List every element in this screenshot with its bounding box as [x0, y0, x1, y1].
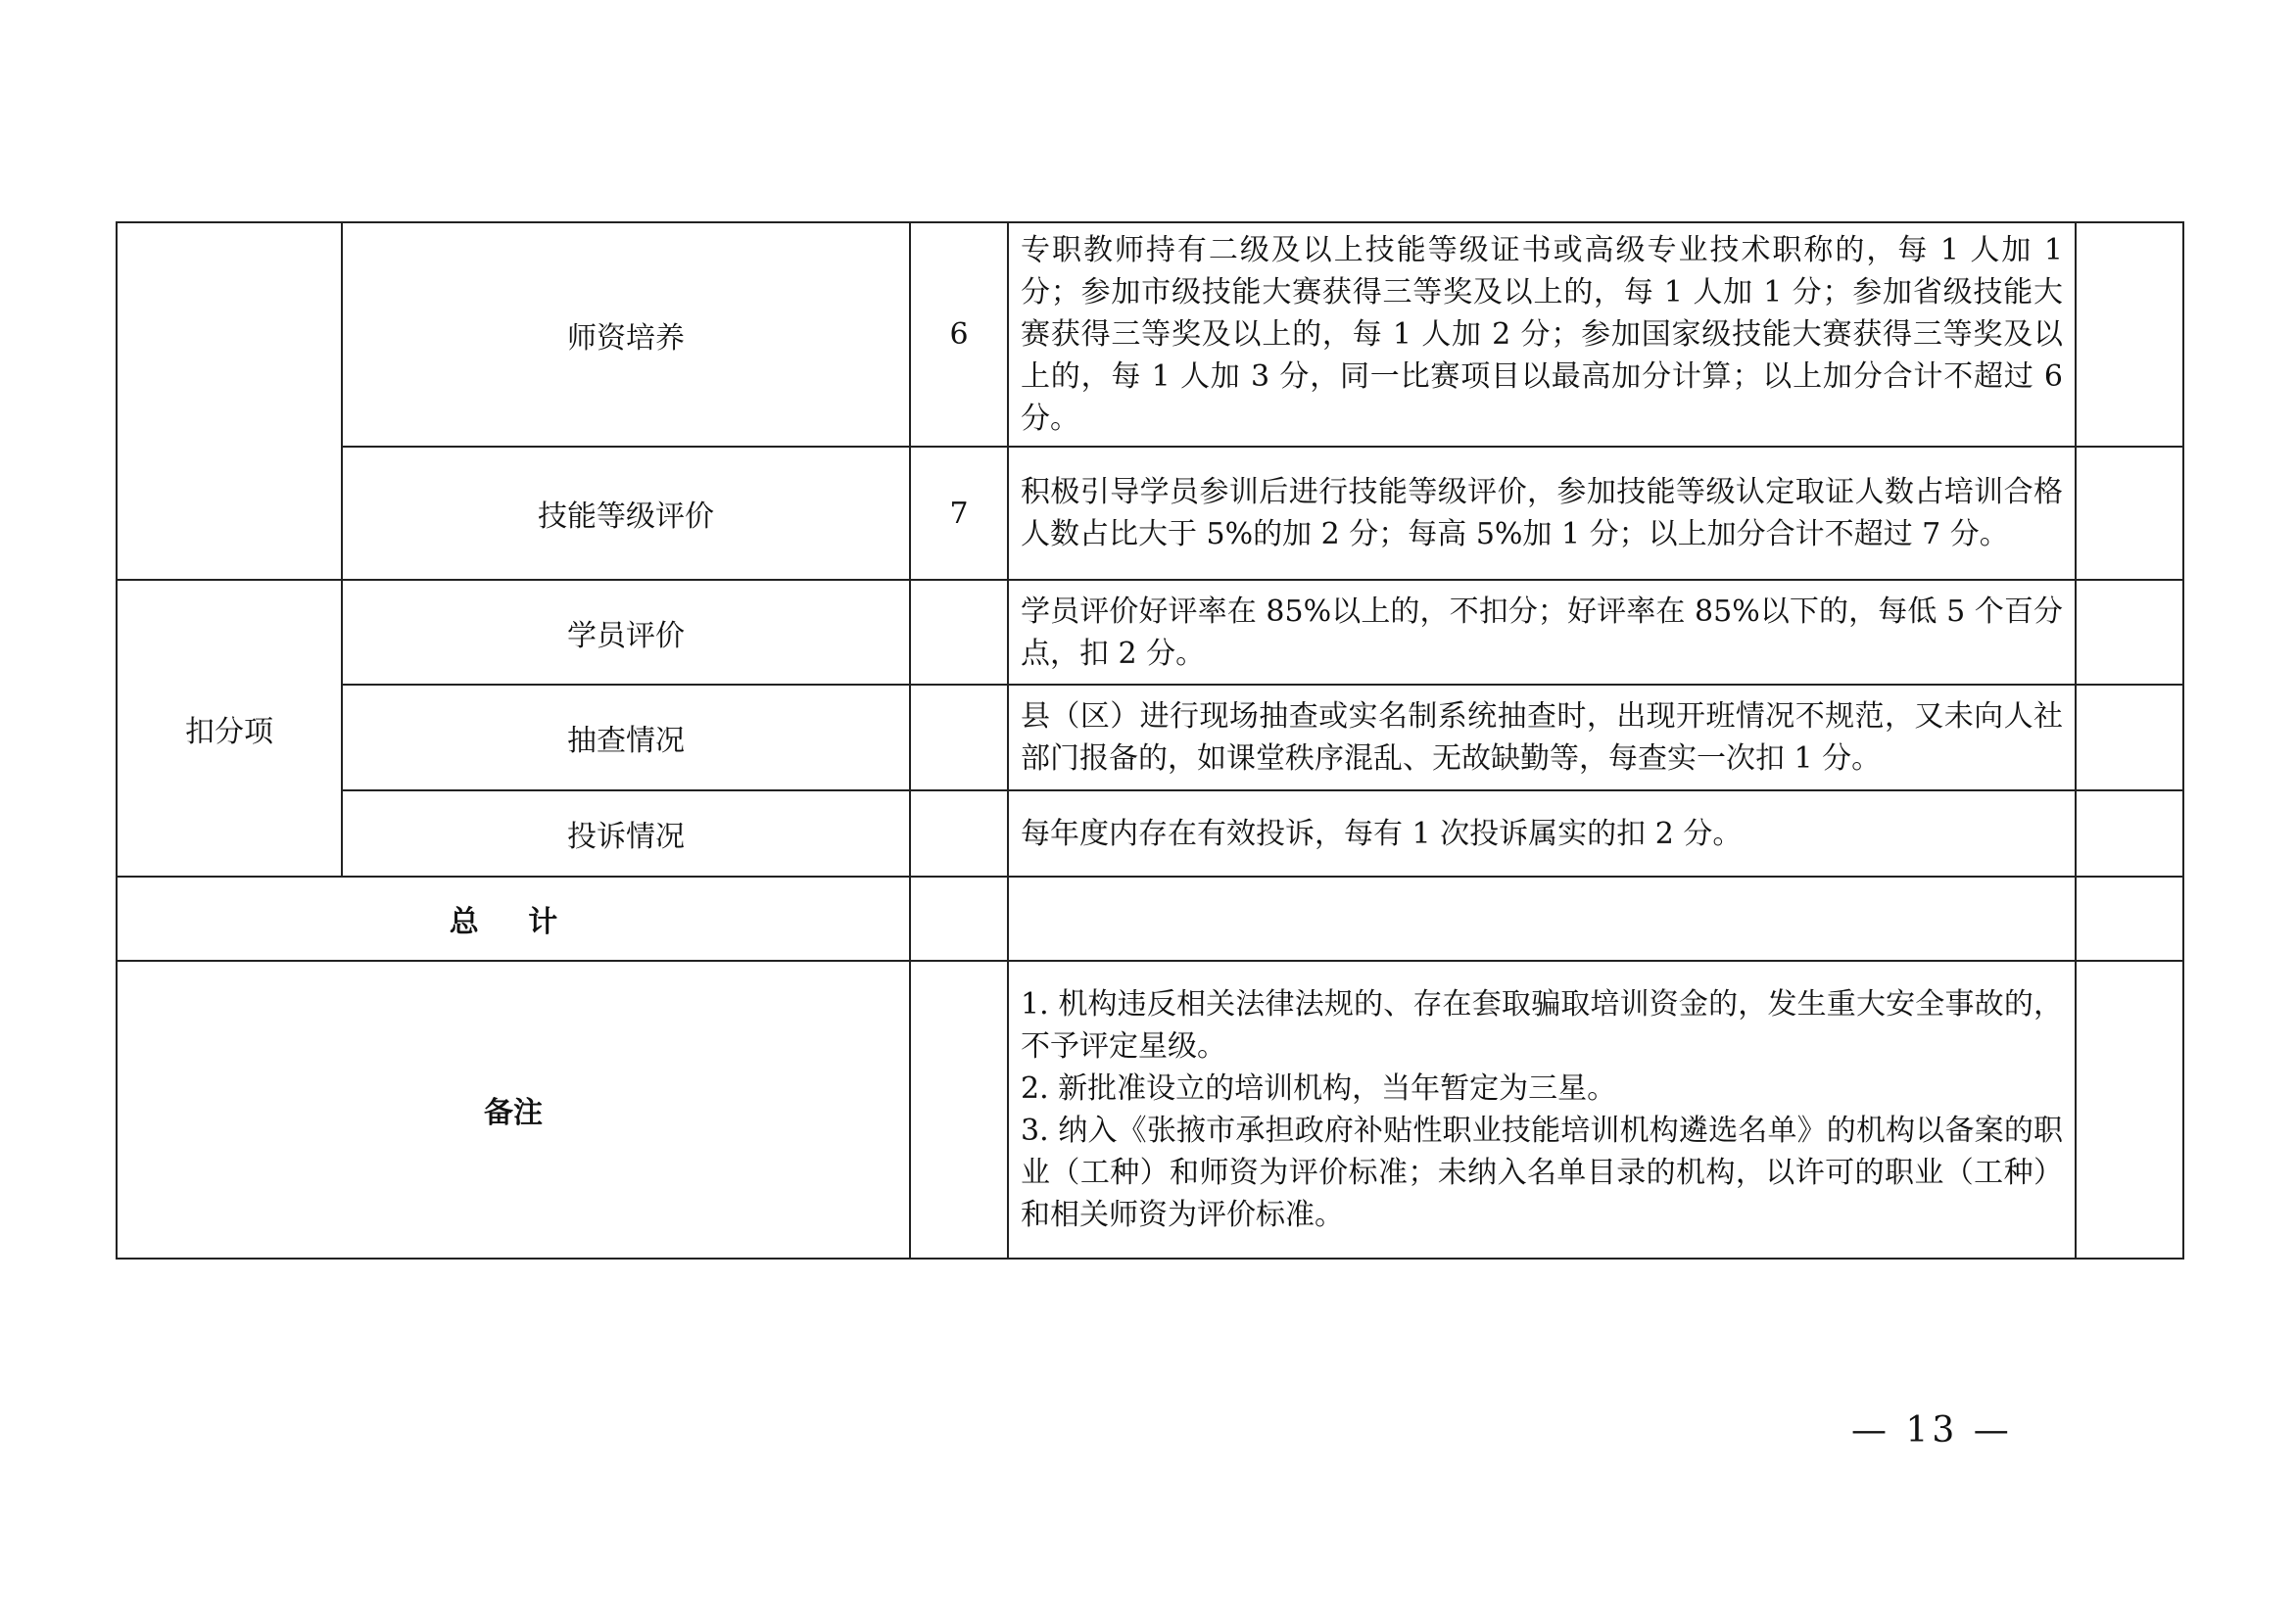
score-cell [910, 580, 1008, 685]
remark-note: 3. 纳入《张掖市承担政府补贴性职业技能培训机构遴选名单》的机构以备案的职业（工种）和师资为评价标准；未纳入名单目录的机构，以许可的职业（工种）和相关师资为评价标准。 [1021, 1114, 2063, 1232]
table-row [117, 790, 2183, 877]
result-cell [2076, 447, 2183, 580]
item-cell: 学员评价 [342, 580, 910, 685]
criteria-cell: 积极引导学员参训后进行技能等级评价，参加技能等级认定取证人数占培训合格人数占比大于 5%的加 2 分；每高 5%加 1 分；以上加分合计不超过 7 分。 [1008, 447, 2076, 580]
category-cell-empty [117, 222, 342, 580]
scoring-table [116, 221, 2184, 1260]
criteria-cell: 学员评价好评率在 85%以上的，不扣分；好评率在 85%以下的，每低 5 个百分点，扣 2 分。 [1008, 580, 2076, 685]
table-row [117, 580, 2183, 685]
table-row [117, 447, 2183, 580]
result-cell [2076, 685, 2183, 790]
result-cell [2076, 790, 2183, 877]
score-cell [910, 685, 1008, 790]
result-cell [2076, 580, 2183, 685]
table-row-total [117, 877, 2183, 961]
remark-note: 1. 机构违反相关法律法规的、存在套取骗取培训资金的，发生重大安全事故的，不予评定星级。 [1021, 987, 2063, 1064]
remarks-result-cell [2076, 961, 2183, 1259]
table-row [117, 685, 2183, 790]
score-cell: 6 [910, 222, 1008, 447]
total-result-cell [2076, 877, 2183, 961]
criteria-cell: 每年度内存在有效投诉，每有 1 次投诉属实的扣 2 分。 [1008, 790, 2076, 877]
page-number: — 13 — [1851, 1410, 2013, 1451]
item-cell: 师资培养 [342, 222, 910, 447]
category-cell: 扣分项 [117, 580, 342, 877]
remark-note: 2. 新批准设立的培训机构，当年暂定为三星。 [1021, 1071, 1617, 1106]
remarks-score-cell [910, 961, 1008, 1259]
score-cell [910, 790, 1008, 877]
table-row-remarks [117, 961, 2183, 1259]
score-cell: 7 [910, 447, 1008, 580]
total-criteria-cell [1008, 877, 2076, 961]
item-cell: 技能等级评价 [342, 447, 910, 580]
remarks-label: 备注 [117, 961, 910, 1259]
item-cell: 抽查情况 [342, 685, 910, 790]
item-cell: 投诉情况 [342, 790, 910, 877]
criteria-cell: 专职教师持有二级及以上技能等级证书或高级专业技术职称的，每 1 人加 1 分；参加市级技能大赛获得三等奖及以上的，每 1 人加 1 分；参加省级技能大赛获得三等奖及以上的，每 1 人加 2 分；参加国家级技能大赛获得三等奖及以上的，每 1 人加 3 分，同一比赛项目以最高加分计算；以上加分合计不超过 6 分。 [1008, 222, 2076, 447]
result-cell [2076, 222, 2183, 447]
criteria-cell: 县（区）进行现场抽查或实名制系统抽查时，出现开班情况不规范，又未向人社部门报备的，如课堂秩序混乱、无故缺勤等，每查实一次扣 1 分。 [1008, 685, 2076, 790]
remarks-notes [1008, 961, 2076, 1259]
total-label: 总 计 [117, 877, 910, 961]
table-row [117, 222, 2183, 447]
total-score-cell [910, 877, 1008, 961]
